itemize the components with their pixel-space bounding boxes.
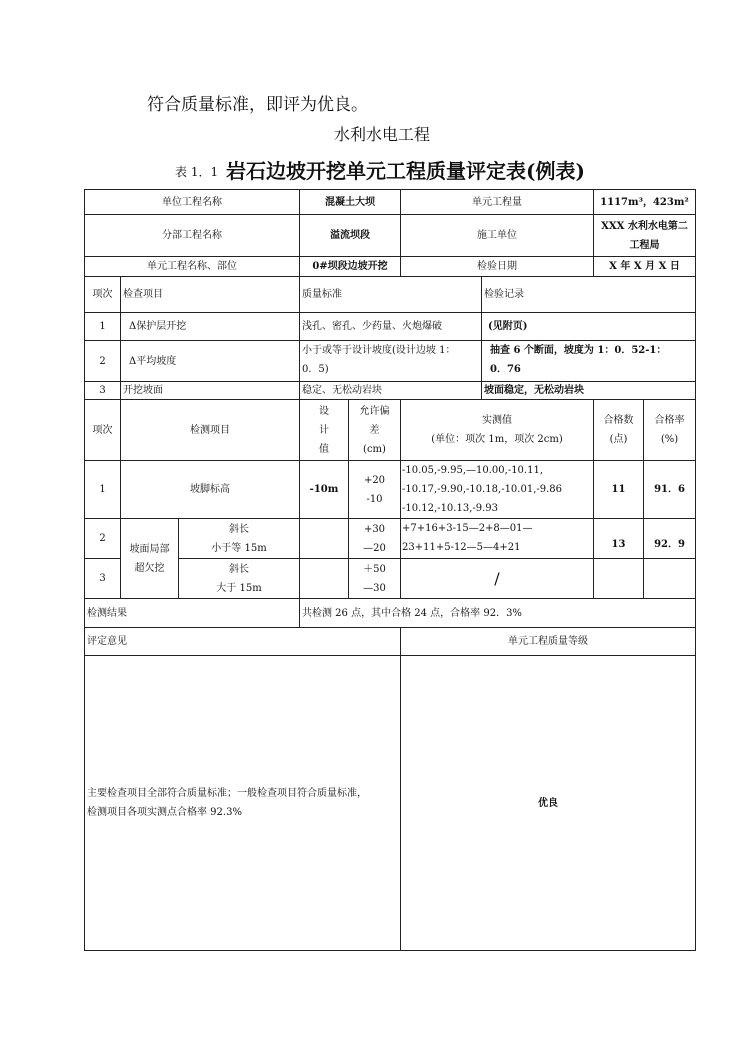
meas-header-measured	[400, 399, 594, 461]
standard-line: 小于或等于设计坡度(设计边坡 1：	[302, 345, 456, 356]
tolerance-text: —20	[363, 542, 386, 554]
meas-row-no: 1	[84, 460, 121, 519]
insp-row-item: Δ保护层开挖	[120, 312, 300, 341]
standard-line: 0．5)	[302, 364, 329, 375]
value-line: -10.05,-9.95,—10.00,-10.11,	[402, 465, 544, 476]
insp-row-item: Δ平均坡度	[120, 340, 300, 382]
tolerance-text: -10	[366, 493, 383, 505]
meas-row-rate	[643, 558, 696, 599]
record-line: 抽查 6 个断面，坡度为 1：0．52-1：	[490, 345, 667, 356]
meas-row-rate: 92．9	[643, 518, 696, 559]
header-text: 差	[369, 424, 380, 436]
meas-row-design	[299, 558, 349, 599]
insp-header-item: 检查项目	[120, 276, 300, 313]
meas-header-design	[299, 399, 349, 461]
unit-project-value: 混凝土大坝	[299, 189, 401, 215]
subtitle: 水利水电工程	[334, 125, 431, 144]
tolerance-text: +20	[363, 474, 386, 486]
header-text: 合格率	[654, 415, 685, 426]
meas-row-design	[299, 518, 349, 559]
contractor-label: 施工单位	[400, 214, 594, 257]
insp-row-standard	[299, 340, 482, 382]
meas-row-item	[178, 518, 300, 559]
quality-grade: 优良	[400, 655, 696, 951]
meas-header-tolerance	[348, 399, 401, 461]
meas-row-tolerance	[348, 460, 401, 519]
insp-row-standard: 稳定、无松动岩块	[299, 381, 482, 400]
insp-row-standard: 浅孔、密孔、少药量、火炮爆破	[299, 312, 482, 341]
item-text: 大于 15m	[216, 582, 262, 594]
insp-row-record: 坡面稳定，无松动岩块	[481, 381, 696, 400]
group-text: 超欠挖	[134, 562, 165, 574]
meas-row-design: -10m	[299, 460, 349, 519]
value-line: +7+16+3-15—2+8—01—	[402, 523, 533, 534]
date-value: X 年 X 月 X 日	[593, 256, 696, 277]
value-line: 23+11+5-12—5—4+21	[402, 542, 521, 553]
meas-row-pass: 13	[593, 518, 644, 559]
result-label: 检测结果	[84, 598, 300, 628]
sub-project-value: 溢流坝段	[299, 214, 401, 257]
meas-row-tolerance	[348, 558, 401, 599]
header-text: 计	[319, 424, 329, 436]
insp-row-record: (见附页)	[481, 312, 696, 341]
meas-row-values	[400, 460, 594, 519]
contractor-value	[593, 214, 696, 257]
header-text: (%)	[660, 434, 679, 445]
meas-row-item: 坡脚标高	[120, 460, 300, 519]
tolerance-text: +30	[363, 523, 386, 535]
meas-row-tolerance	[348, 518, 401, 559]
item-text: 斜长	[229, 523, 249, 535]
insp-row-record	[481, 340, 696, 382]
record-line: 0．76	[490, 364, 521, 375]
insp-header-standard: 质量标准	[299, 276, 482, 313]
insp-row-item: 开挖坡面	[120, 381, 300, 400]
opinion-line: 主要检查项目全部符合质量标准；一般检查项目符合质量标准，	[87, 788, 367, 799]
insp-header-no: 项次	[84, 276, 121, 313]
evaluation-opinion	[84, 655, 401, 951]
value-line: -10.17,-9.90,-10.18,-10.01,-9.86	[402, 484, 563, 495]
meas-row-values	[400, 518, 594, 559]
header-text: (点)	[609, 434, 628, 445]
meas-header-no: 项次	[84, 399, 121, 461]
meas-row-pass: 11	[593, 460, 644, 519]
evaluation-label: 评定意见	[84, 627, 401, 656]
meas-row-pass	[593, 558, 644, 599]
contractor-line-2: 工程局	[629, 239, 660, 251]
unit-qty-label: 单元工程量	[400, 189, 594, 215]
element-label: 单元工程名称、部位	[84, 256, 300, 277]
header-text: (单位：项次 1m，项次 2cm)	[431, 434, 563, 445]
insp-header-record: 检验记录	[481, 276, 696, 313]
meas-row-item	[178, 558, 300, 599]
header-text: (cm)	[363, 443, 386, 455]
meas-header-rate	[643, 399, 696, 461]
insp-row-no: 2	[84, 340, 121, 382]
insp-row-no: 1	[84, 312, 121, 341]
sub-project-label: 分部工程名称	[84, 214, 300, 257]
header-text: 值	[319, 443, 329, 455]
intro-text: 符合质量标准，即评为优良。	[147, 95, 368, 115]
header-text: 实测值	[482, 415, 512, 426]
header-text: 设	[319, 405, 329, 417]
header-text: 合格数	[603, 415, 634, 426]
meas-row-values: /	[400, 558, 594, 599]
result-value: 共检测 26 点，其中合格 24 点，合格率 92．3%	[299, 598, 696, 628]
meas-header-pass	[593, 399, 644, 461]
value-line: -10.12,-10.13,-9.93	[402, 503, 499, 514]
meas-row-no: 2	[84, 518, 121, 559]
item-text: 小于等 15m	[211, 542, 267, 554]
date-label: 检验日期	[400, 256, 594, 277]
tolerance-text: ＋50	[363, 563, 386, 575]
tolerance-text: —30	[363, 582, 386, 594]
opinion-line: 检测项目各项实测点合格率 92.3%	[87, 807, 242, 818]
unit-qty-value: 1117m³，423m²	[593, 189, 696, 215]
grade-label: 单元工程质量等级	[400, 627, 696, 656]
table-title: 岩石边坡开挖单元工程质量评定表(例表)	[226, 159, 585, 183]
meas-row-no: 3	[84, 558, 121, 599]
meas-header-item: 检测项目	[120, 399, 300, 461]
group-text: 坡面局部	[129, 543, 170, 555]
unit-project-label: 单位工程名称	[84, 189, 300, 215]
meas-group-label	[120, 518, 179, 599]
item-text: 斜长	[229, 563, 249, 575]
insp-row-no: 3	[84, 381, 121, 400]
meas-row-rate: 91．6	[643, 460, 696, 519]
table-number: 表 1．1	[175, 165, 219, 179]
contractor-line-1: XXX 水利水电第二	[601, 220, 688, 232]
element-value: 0#坝段边坡开挖	[299, 256, 401, 277]
header-text: 允许偏	[359, 405, 390, 417]
